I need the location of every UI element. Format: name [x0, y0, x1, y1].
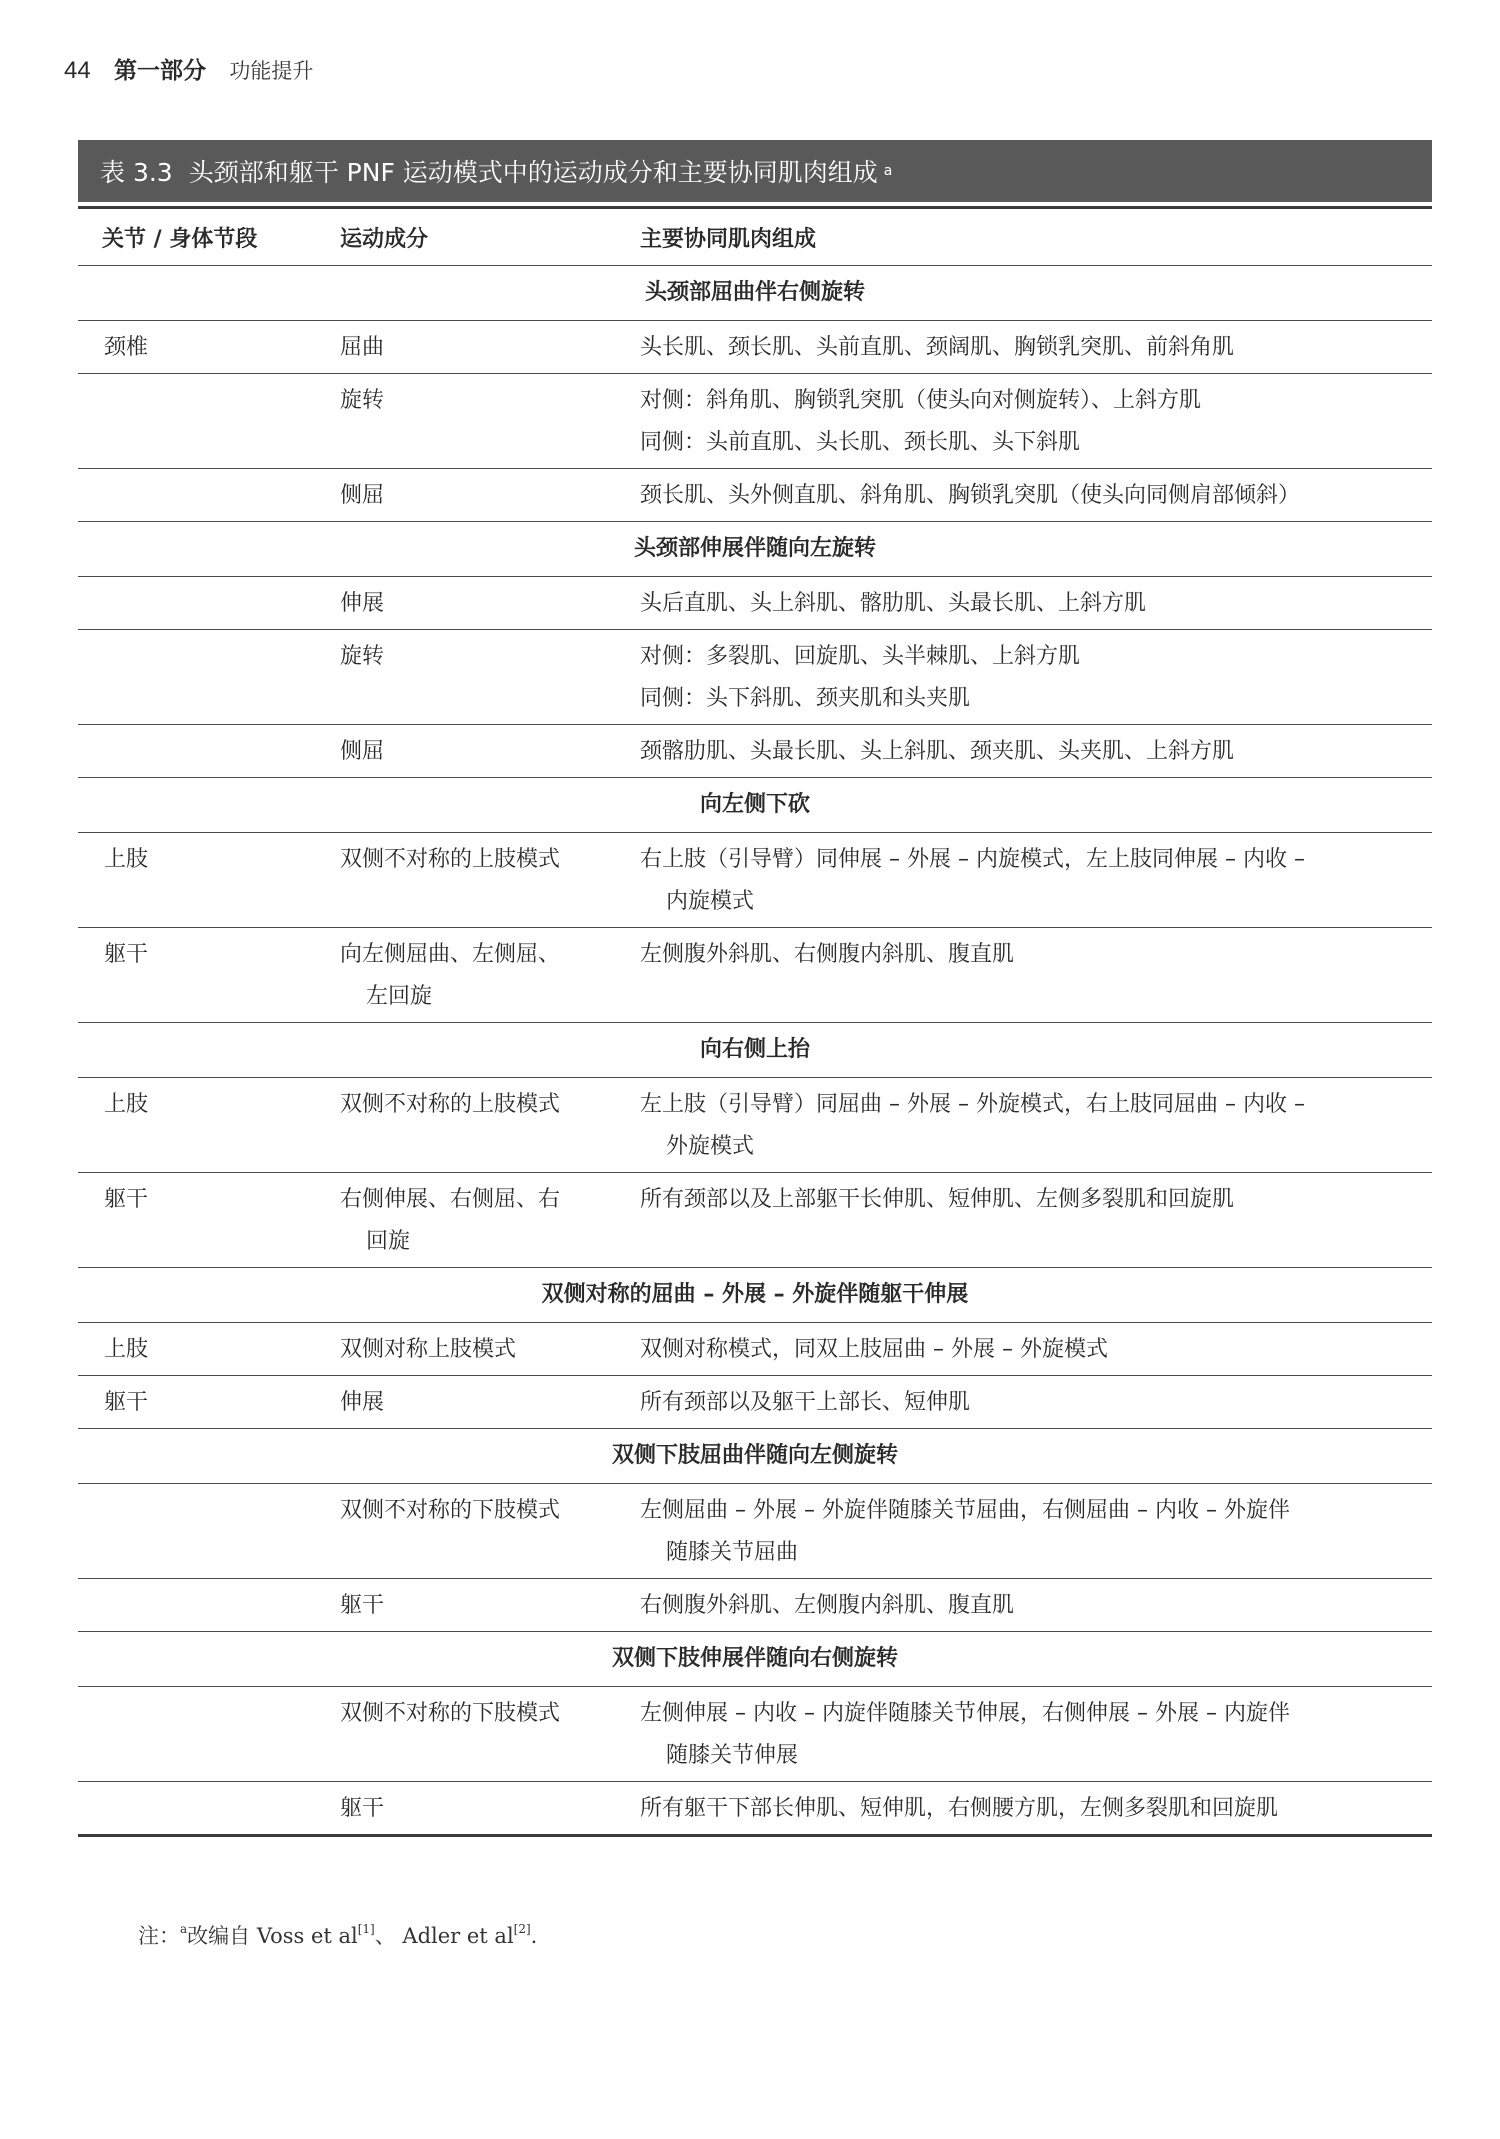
footnote-sep: 、 Adler et al: [374, 1924, 514, 1948]
footnote-sup-a: a: [180, 1922, 188, 1936]
muscles-line: 内旋模式: [666, 889, 755, 914]
muscles-line: 所有躯干下部长伸肌、短伸肌，右侧腰方肌，左侧多裂肌和回旋肌: [640, 1796, 1279, 1821]
cell-component: [330, 374, 640, 469]
table-footnote: [138, 1920, 537, 1950]
table-caption-number: 表 3.3: [100, 158, 173, 187]
cell-segment: 颈椎: [78, 321, 330, 374]
cell-component: [330, 469, 640, 522]
table-row: [78, 1484, 1432, 1579]
cell-muscles: [640, 1484, 1432, 1579]
muscles-line: 左侧屈曲 – 外展 – 外旋伴随膝关节屈曲，右侧屈曲 – 内收 – 外旋伴: [640, 1498, 1290, 1523]
muscles-line: 左侧伸展 – 内收 – 内旋伴随膝关节伸展，右侧伸展 – 外展 – 内旋伴: [640, 1701, 1290, 1726]
cell-segment: 躯干: [78, 1173, 330, 1268]
table-row: [78, 1687, 1432, 1782]
muscles-line: 同侧：头下斜肌、颈夹肌和头夹肌: [640, 686, 971, 711]
header-muscles: 主要协同肌肉组成: [640, 209, 1432, 266]
section-title: 向左侧下砍: [78, 778, 1432, 833]
cell-muscles: [640, 1687, 1432, 1782]
component-line: 双侧不对称的下肢模式: [340, 1701, 561, 1726]
muscles-line: 所有颈部以及躯干上部长、短伸肌: [640, 1390, 971, 1415]
cell-muscles: [640, 1078, 1432, 1173]
muscles-line: 头长肌、颈长肌、头前直肌、颈阔肌、胸锁乳突肌、前斜角肌: [640, 335, 1235, 360]
cell-segment: 上肢: [78, 833, 330, 928]
cell-muscles: [640, 469, 1432, 522]
cell-muscles: [640, 833, 1432, 928]
section-title: 双侧下肢屈曲伴随向左侧旋转: [78, 1429, 1432, 1484]
muscles-line: 外旋模式: [666, 1134, 755, 1159]
cell-segment: [78, 469, 330, 522]
section-header-row: [78, 1632, 1432, 1687]
component-line: 右侧伸展、右侧屈、右: [340, 1187, 561, 1212]
table-row: [78, 1323, 1432, 1376]
table-row: [78, 928, 1432, 1023]
cell-segment: [78, 577, 330, 630]
section-header-row: [78, 1429, 1432, 1484]
cell-muscles: [640, 577, 1432, 630]
component-line: 旋转: [340, 644, 385, 669]
muscles-line: 对侧：斜角肌、胸锁乳突肌（使头向对侧旋转）、上斜方肌: [640, 388, 1202, 413]
component-line: 侧屈: [340, 739, 385, 764]
muscles-line: 右侧腹外斜肌、左侧腹内斜肌、腹直肌: [640, 1593, 1015, 1618]
muscles-line: 对侧：多裂肌、回旋肌、头半棘肌、上斜方肌: [640, 644, 1081, 669]
cell-component: [330, 1782, 640, 1836]
table-caption-sup: a: [883, 163, 893, 179]
section-header-row: [78, 266, 1432, 321]
table-header-row: [78, 209, 1432, 266]
cell-segment: [78, 630, 330, 725]
muscles-line: 同侧：头前直肌、头长肌、颈长肌、头下斜肌: [640, 430, 1081, 455]
component-line: 双侧不对称的上肢模式: [340, 847, 561, 872]
cell-component: [330, 1376, 640, 1429]
table-caption: [78, 140, 1432, 202]
component-line: 双侧对称上肢模式: [340, 1337, 517, 1362]
component-line: 伸展: [340, 591, 385, 616]
cell-muscles: [640, 725, 1432, 778]
cell-muscles: [640, 1173, 1432, 1268]
section-header-row: [78, 1268, 1432, 1323]
table-row: [78, 1078, 1432, 1173]
cell-component: [330, 1687, 640, 1782]
table-row: [78, 374, 1432, 469]
muscles-line: 左上肢（引导臂）同屈曲 – 外展 – 外旋模式，右上肢同屈曲 – 内收 –: [640, 1092, 1305, 1117]
muscles-line: 左侧腹外斜肌、右侧腹内斜肌、腹直肌: [640, 942, 1015, 967]
component-line: 躯干: [340, 1796, 385, 1821]
table-caption-text: 头颈部和躯干 PNF 运动模式中的运动成分和主要协同肌肉组成: [188, 158, 878, 187]
part-title: 第一部分: [114, 58, 207, 84]
cell-component: [330, 1323, 640, 1376]
cell-muscles: [640, 630, 1432, 725]
header-component: 运动成分: [330, 209, 640, 266]
cell-segment: 躯干: [78, 928, 330, 1023]
table-row: [78, 1579, 1432, 1632]
section-title: 双侧对称的屈曲 – 外展 – 外旋伴随躯干伸展: [78, 1268, 1432, 1323]
component-line: 侧屈: [340, 483, 385, 508]
running-head: [64, 56, 313, 86]
chapter-title: 功能提升: [229, 59, 314, 83]
muscle-table: [78, 140, 1432, 1837]
cell-segment: [78, 1484, 330, 1579]
component-line: 左回旋: [366, 984, 433, 1009]
cell-component: [330, 1579, 640, 1632]
cell-component: [330, 1078, 640, 1173]
cell-segment: [78, 374, 330, 469]
section-title: 双侧下肢伸展伴随向右侧旋转: [78, 1632, 1432, 1687]
component-line: 屈曲: [340, 335, 385, 360]
cell-muscles: [640, 1323, 1432, 1376]
cell-muscles: [640, 1376, 1432, 1429]
muscles-line: 颈髂肋肌、头最长肌、头上斜肌、颈夹肌、头夹肌、上斜方肌: [640, 739, 1235, 764]
section-title: 头颈部伸展伴随向左旋转: [78, 522, 1432, 577]
footnote-text: 改编自 Voss et al: [187, 1924, 358, 1948]
section-title: 向右侧上抬: [78, 1023, 1432, 1078]
component-line: 向左侧屈曲、左侧屈、: [340, 942, 561, 967]
cell-muscles: [640, 1579, 1432, 1632]
table-row: [78, 1173, 1432, 1268]
muscles-line: 右上肢（引导臂）同伸展 – 外展 – 内旋模式，左上肢同伸展 – 内收 –: [640, 847, 1305, 872]
cell-component: [330, 630, 640, 725]
table-row: [78, 1376, 1432, 1429]
footnote-end: .: [530, 1924, 538, 1948]
muscles-line: 双侧对称模式，同双上肢屈曲 – 外展 – 外旋模式: [640, 1337, 1108, 1362]
table-row: [78, 321, 1432, 374]
section-title: 头颈部屈曲伴右侧旋转: [78, 266, 1432, 321]
table-row: [78, 630, 1432, 725]
cell-muscles: [640, 321, 1432, 374]
footnote-prefix: 注：: [138, 1924, 180, 1948]
cell-muscles: [640, 374, 1432, 469]
page-number: 44: [64, 57, 91, 84]
muscles-line: 随膝关节伸展: [666, 1743, 799, 1768]
component-line: 双侧不对称的下肢模式: [340, 1498, 561, 1523]
cell-muscles: [640, 1782, 1432, 1836]
cell-segment: 上肢: [78, 1323, 330, 1376]
table-row: [78, 577, 1432, 630]
table-body: [78, 209, 1432, 1837]
component-line: 躯干: [340, 1593, 385, 1618]
section-header-row: [78, 778, 1432, 833]
footnote-ref-1: [1]: [357, 1922, 375, 1936]
muscles-line: 颈长肌、头外侧直肌、斜角肌、胸锁乳突肌（使头向同侧肩部倾斜）: [640, 483, 1301, 508]
table-rows: [78, 266, 1432, 1836]
cell-segment: [78, 1579, 330, 1632]
cell-component: [330, 833, 640, 928]
header-segment: 关节 / 身体节段: [78, 209, 330, 266]
cell-segment: [78, 1687, 330, 1782]
component-line: 旋转: [340, 388, 385, 413]
cell-muscles: [640, 928, 1432, 1023]
table-row: [78, 833, 1432, 928]
cell-segment: [78, 725, 330, 778]
cell-component: [330, 1484, 640, 1579]
cell-component: [330, 725, 640, 778]
table-row: [78, 469, 1432, 522]
cell-segment: 躯干: [78, 1376, 330, 1429]
cell-component: [330, 321, 640, 374]
component-line: 回旋: [366, 1229, 411, 1254]
section-header-row: [78, 522, 1432, 577]
table-row: [78, 725, 1432, 778]
muscles-line: 所有颈部以及上部躯干长伸肌、短伸肌、左侧多裂肌和回旋肌: [640, 1187, 1235, 1212]
muscles-line: 随膝关节屈曲: [666, 1540, 799, 1565]
cell-component: [330, 1173, 640, 1268]
component-line: 伸展: [340, 1390, 385, 1415]
cell-component: [330, 928, 640, 1023]
cell-component: [330, 577, 640, 630]
component-line: 双侧不对称的上肢模式: [340, 1092, 561, 1117]
cell-segment: [78, 1782, 330, 1836]
cell-segment: 上肢: [78, 1078, 330, 1173]
section-header-row: [78, 1023, 1432, 1078]
footnote-ref-2: [2]: [513, 1922, 531, 1936]
muscles-line: 头后直肌、头上斜肌、髂肋肌、头最长肌、上斜方肌: [640, 591, 1147, 616]
table-row: [78, 1782, 1432, 1836]
